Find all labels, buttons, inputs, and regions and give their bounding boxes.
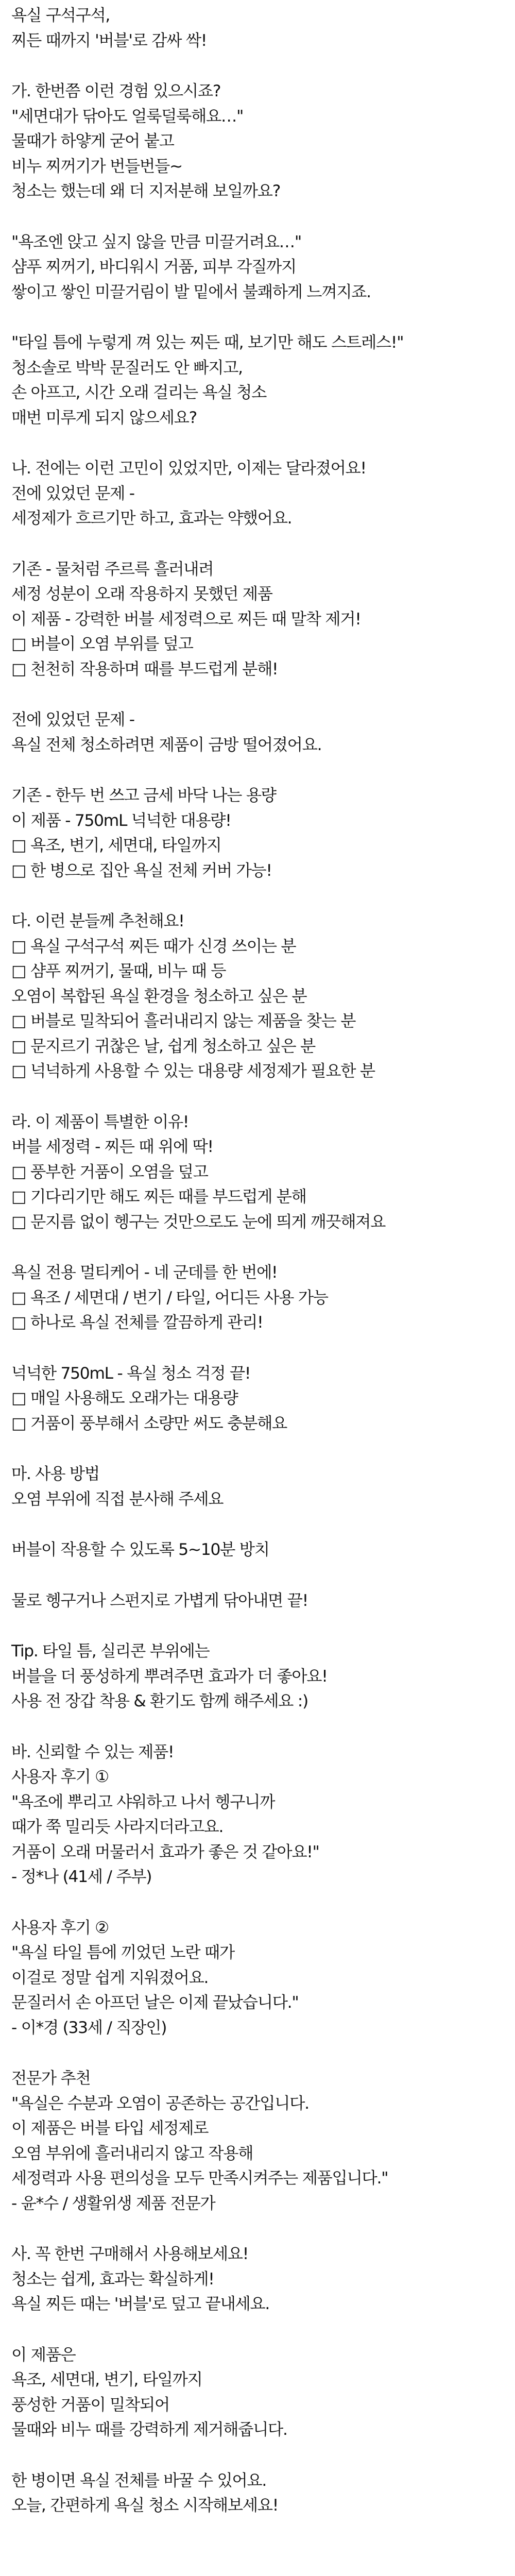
text-line: 욕조, 세면대, 변기, 타일까지	[11, 2370, 202, 2389]
text-line: 때가 쭉 밀리듯 사라지더라고요.	[11, 1818, 224, 1836]
text-line: 라. 이 제품이 특별한 이유!	[11, 1112, 189, 1131]
text-line: 물로 헹구거나 스펀지로 가볍게 닦아내면 끝!	[11, 1591, 308, 1610]
text-paragraph	[11, 1260, 506, 1335]
text-line: 거품이 오래 머물러서 효과가 좋은 것 같아요!"	[11, 1842, 319, 1861]
text-line: 이 제품 - 강력한 버블 세정력으로 찌든 때 말착 제거!	[11, 609, 361, 629]
text-line: 사용자 후기 ②	[11, 1918, 109, 1937]
text-paragraph	[11, 330, 506, 430]
text-line: 매번 미루게 되지 않으세요?	[11, 408, 197, 427]
text-line: 사. 꼭 한번 구매해서 사용해보세요!	[11, 2245, 249, 2263]
text-line: □ 문지름 없이 헹구는 것만으로도 눈에 띄게 깨끗해져요	[11, 1212, 386, 1231]
text-line: Tip. 타일 틈, 실리콘 부위에는	[11, 1642, 210, 1660]
text-line: 샴푸 찌꺼기, 바디워시 거품, 피부 각질까지	[11, 258, 296, 276]
text-line: □ 풍부한 거품이 오염을 덮고	[11, 1162, 208, 1181]
text-line: 버블이 작용할 수 있도록 5~10분 방치	[11, 1540, 269, 1559]
text-paragraph	[11, 1639, 506, 1714]
text-line: "욕실 타일 틈에 끼었던 노란 때가	[11, 1943, 234, 1962]
text-paragraph	[11, 2468, 506, 2518]
text-line: □ 샴푸 찌꺼기, 물때, 비누 때 등	[11, 962, 226, 980]
text-line: 오염 부위에 흘러내리지 않고 작용해	[11, 2144, 253, 2163]
text-line: "세면대가 닦아도 얼룩덜룩해요…"	[11, 107, 244, 126]
text-line: 욕실 구석구석,	[11, 6, 110, 25]
text-line: 찌든 때까지 '버블'로 감싸 싹!	[11, 31, 207, 50]
text-line: 전문가 추천	[11, 2069, 91, 2088]
text-line: □ 한 병으로 집안 욕실 전체 커버 가능!	[11, 861, 272, 880]
text-paragraph	[11, 1537, 506, 1563]
text-paragraph	[11, 1740, 506, 1890]
text-line: 청소는 했는데 왜 더 지저분해 보일까요?	[11, 182, 281, 200]
text-line: 물때와 비누 때를 강력하게 제거해줍니다.	[11, 2420, 287, 2439]
text-line: 세정제가 흐르기만 하고, 효과는 약했어요.	[11, 509, 292, 528]
text-line: 나. 전에는 이런 고민이 있었지만, 이제는 달라졌어요!	[11, 459, 366, 478]
text-line: □ 버블로 밀착되어 흘러내리지 않는 제품을 찾는 분	[11, 1012, 356, 1030]
text-line: 이 제품 - 750mL 넉넉한 대용량!	[11, 811, 231, 830]
text-line: 욕실 전용 멀티케어 - 네 군데를 한 번에!	[11, 1263, 278, 1282]
text-paragraph	[11, 1916, 506, 2041]
text-line: 비누 찌꺼기가 번들번들~	[11, 157, 182, 176]
text-line: 쌓이고 쌓인 미끌거림이 발 밑에서 불쾌하게 느껴지죠.	[11, 282, 371, 301]
text-line: 버블 세정력 - 찌든 때 위에 딱!	[11, 1138, 213, 1156]
text-line: 마. 사용 방법	[11, 1465, 99, 1483]
text-line: 이 제품은 버블 타입 세정제로	[11, 2119, 209, 2138]
text-line: - 이*경 (33세 / 직장인)	[11, 2018, 167, 2037]
text-line: 이걸로 정말 쉽게 지워졌어요.	[11, 1968, 209, 1987]
text-line: □ 하나로 욕실 전체를 깔끔하게 관리!	[11, 1313, 263, 1332]
text-paragraph	[11, 1110, 506, 1235]
text-line: 기존 - 한두 번 쓰고 금세 바닥 나는 용량	[11, 786, 276, 805]
text-line: 욕실 전체 청소하려면 제품이 금방 떨어졌어요.	[11, 735, 322, 754]
text-line: 다. 이런 분들께 추천해요!	[11, 912, 184, 930]
text-line: 이 제품은	[11, 2345, 76, 2364]
text-line: 전에 있었던 문제 -	[11, 484, 134, 503]
text-paragraph	[11, 1588, 506, 1614]
text-paragraph	[11, 230, 506, 305]
text-line: 오염 부위에 직접 분사해 주세요	[11, 1489, 224, 1509]
text-line: 넉넉한 750mL - 욕실 청소 걱정 끝!	[11, 1364, 251, 1383]
text-line: 청소는 쉽게, 효과는 확실하게!	[11, 2269, 214, 2289]
text-paragraph	[11, 2242, 506, 2317]
text-line: □ 천천히 작용하며 때를 부드럽게 분해!	[11, 659, 278, 679]
text-line: "욕실은 수분과 오염이 공존하는 공간입니다.	[11, 2094, 309, 2113]
text-paragraph	[11, 79, 506, 204]
text-line: - 정*나 (41세 / 주부)	[11, 1868, 152, 1886]
text-line: 사용자 후기 ①	[11, 1768, 109, 1786]
text-line: "욕조에 뿌리고 샤워하고 나서 헹구니까	[11, 1792, 275, 1811]
text-line: □ 문지르기 귀찮은 날, 쉽게 청소하고 싶은 분	[11, 1037, 315, 1056]
text-line: 전에 있었던 문제 -	[11, 710, 134, 729]
text-line: □ 기다리기만 해도 찌든 때를 부드럽게 분해	[11, 1188, 306, 1206]
text-paragraph	[11, 707, 506, 757]
text-paragraph	[11, 783, 506, 883]
text-line: 오염이 복합된 욕실 환경을 청소하고 싶은 분	[11, 987, 307, 1006]
text-line: 버블을 더 풍성하게 뿌려주면 효과가 더 좋아요!	[11, 1667, 328, 1686]
text-line: "타일 틈에 누렇게 껴 있는 찌든 때, 보기만 해도 스트레스!"	[11, 333, 404, 352]
text-line: □ 넉넉하게 사용할 수 있는 대용량 세정제가 필요한 분	[11, 1062, 375, 1080]
text-line: 손 아프고, 시간 오래 걸리는 욕실 청소	[11, 383, 267, 402]
text-line: 오늘, 간편하게 욕실 청소 시작해보세요!	[11, 2496, 278, 2515]
text-line: 세정 성분이 오래 작용하지 못했던 제품	[11, 585, 272, 603]
text-line: 풍성한 거품이 밀착되어	[11, 2395, 169, 2414]
text-paragraph	[11, 456, 506, 531]
text-paragraph	[11, 2066, 506, 2216]
text-paragraph	[11, 2343, 506, 2443]
text-line: 청소솔로 박박 문질러도 안 빠지고,	[11, 358, 243, 377]
text-paragraph	[11, 1361, 506, 1436]
text-line: 바. 신뢰할 수 있는 제품!	[11, 1742, 174, 1761]
text-line: - 윤*수 / 생활위생 제품 전문가	[11, 2194, 215, 2213]
text-line: □ 버블이 오염 부위를 덮고	[11, 635, 193, 653]
product-description-text	[11, 3, 506, 2544]
text-line: 욕실 찌든 때는 '버블'로 덮고 끝내세요.	[11, 2295, 270, 2313]
text-paragraph	[11, 1462, 506, 1512]
text-line: 물때가 하얗게 굳어 붙고	[11, 132, 174, 150]
text-line: □ 욕조 / 세면대 / 변기 / 타일, 어디든 사용 가능	[11, 1288, 328, 1307]
text-paragraph	[11, 3, 506, 53]
text-line: 문질러서 손 아프던 날은 이제 끝났습니다."	[11, 1993, 299, 2012]
text-paragraph	[11, 557, 506, 682]
text-line: "욕조엔 앉고 싶지 않을 만큼 미끌거려요…"	[11, 232, 301, 251]
text-line: 기존 - 물처럼 주르륵 흘러내려	[11, 560, 214, 579]
text-line: 한 병이면 욕실 전체를 바꿀 수 있어요.	[11, 2471, 267, 2490]
text-paragraph	[11, 909, 506, 1084]
text-line: □ 매일 사용해도 오래가는 대용량	[11, 1389, 238, 1408]
text-line: 사용 전 장갑 착용 & 환기도 함께 해주세요 :)	[11, 1692, 308, 1710]
text-line: □ 욕실 구석구석 찌든 때가 신경 쓰이는 분	[11, 937, 296, 956]
text-line: □ 욕조, 변기, 세면대, 타일까지	[11, 836, 221, 855]
text-line: 가. 한번쯤 이런 경험 있으시죠?	[11, 82, 221, 100]
text-line: 세정력과 사용 편의성을 모두 만족시켜주는 제품입니다."	[11, 2169, 388, 2188]
text-line: □ 거품이 풍부해서 소량만 써도 충분해요	[11, 1414, 287, 1433]
